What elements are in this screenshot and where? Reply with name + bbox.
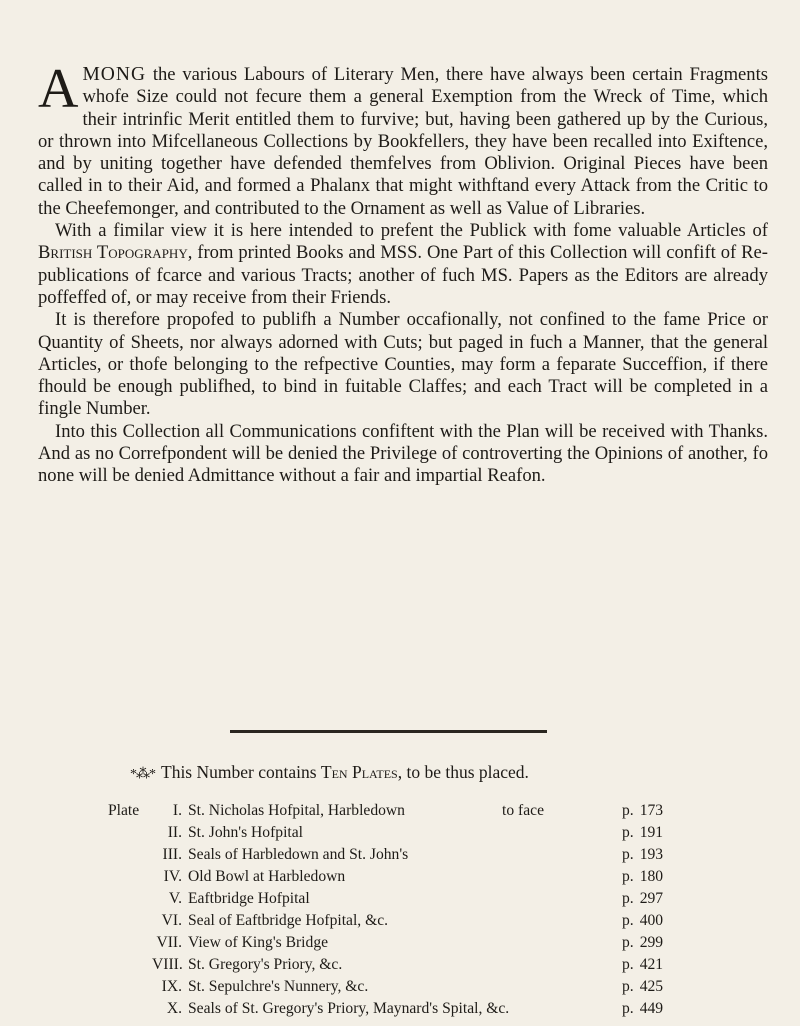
paragraph-1-text: the various Labours of Literary Men, there have always been certain Fragments whofe Size could not fecure them a general Exemption from the Wreck of Time, which their intrinfic Merit entitled them to furvive; but, having been gathered up by the Curious, or thrown into Mifcellaneous Collections by Bookfellers, they have been recalled into Exiftence, and by uniting together have defended themfelves from Oblivion. Original Pieces have been called in to their Aid, and formed a Phalanx that might withftand every Attack from the Critic to the Cheefemonger, and contributed to the Ornament as well as Value of Libraries. bbox=[38, 64, 768, 219]
plate-title: St. John's Hofpital bbox=[188, 824, 304, 841]
page-abbrev: p. bbox=[622, 890, 634, 907]
plate-count: Ten Plates bbox=[320, 762, 398, 782]
plate-row bbox=[108, 844, 748, 866]
plate-row bbox=[108, 976, 748, 998]
plate-page: 173 bbox=[639, 802, 664, 819]
plate-page: 425 bbox=[639, 978, 664, 995]
page-abbrev: p. bbox=[622, 978, 634, 995]
plate-page-ref bbox=[622, 800, 663, 822]
plate-page: 193 bbox=[639, 846, 664, 863]
plate-row bbox=[108, 932, 748, 954]
plate-page-ref bbox=[622, 822, 663, 844]
plate-title: Seals of Harbledown and St. John's bbox=[188, 846, 409, 863]
plate-page-ref bbox=[622, 866, 663, 888]
first-word-rest: MONG bbox=[82, 64, 147, 85]
plate-page: 400 bbox=[639, 912, 664, 929]
plate-page: 299 bbox=[639, 934, 664, 951]
plate-title: St. Gregory's Priory, &c. bbox=[188, 956, 343, 973]
page-abbrev: p. bbox=[622, 868, 634, 885]
plate-number: III. bbox=[162, 846, 182, 863]
plate-row bbox=[108, 998, 748, 1020]
to-face-label: to face bbox=[502, 802, 544, 819]
plate-word: Plate bbox=[108, 802, 140, 819]
paragraph-2-after: , from printed Books and MSS. One Part of this Collection will confift of Re-publications of fcarce and various Tracts; another of fuch MS. Papers as the Editors are already poffeffed of, or may receive from their Friends. bbox=[38, 242, 768, 308]
plate-number: II. bbox=[167, 824, 182, 841]
plate-number: V. bbox=[168, 890, 182, 907]
prospectus-text bbox=[38, 58, 768, 488]
plate-number: VII. bbox=[156, 934, 182, 951]
page-abbrev: p. bbox=[622, 1000, 634, 1017]
plate-page: 421 bbox=[639, 956, 664, 973]
plate-title: St. Sepulchre's Nunnery, &c. bbox=[188, 978, 369, 995]
plate-title: Seals of St. Gregory's Priory, Maynard's Spital, &c. bbox=[188, 1000, 510, 1017]
paragraph-2 bbox=[38, 220, 768, 309]
plate-page-ref bbox=[622, 844, 663, 866]
plate-number: VIII. bbox=[152, 956, 183, 973]
paragraph-2-before: With a fimilar view it is here intended to prefent the Publick with fome valuable Articles of bbox=[55, 220, 768, 242]
plate-title: Eaftbridge Hofpital bbox=[188, 890, 310, 907]
plate-page-ref bbox=[622, 976, 663, 998]
plate-number: I. bbox=[172, 802, 182, 819]
plate-row bbox=[108, 954, 748, 976]
british-topography: British Topography bbox=[38, 242, 188, 264]
asterism: *⁂* bbox=[130, 767, 155, 782]
page-abbrev: p. bbox=[622, 956, 634, 973]
notice-before: This Number contains bbox=[161, 762, 321, 782]
plate-row bbox=[108, 910, 748, 932]
divider-rule bbox=[230, 730, 547, 733]
paragraph-1 bbox=[38, 58, 768, 220]
plate-page-ref bbox=[622, 910, 663, 932]
plates-list bbox=[108, 800, 748, 1020]
plate-page-ref bbox=[622, 932, 663, 954]
page-abbrev: p. bbox=[622, 912, 634, 929]
page-abbrev: p. bbox=[622, 934, 634, 951]
plate-title: Old Bowl at Harbledown bbox=[188, 868, 346, 885]
drop-cap: A bbox=[38, 58, 79, 120]
page-abbrev: p. bbox=[622, 802, 634, 819]
plate-row bbox=[108, 822, 748, 844]
plate-number: IV. bbox=[163, 868, 182, 885]
plate-page-ref bbox=[622, 998, 663, 1020]
plate-row bbox=[108, 888, 748, 910]
page-abbrev: p. bbox=[622, 846, 634, 863]
plate-title: St. Nicholas Hofpital, Harbledown bbox=[188, 802, 405, 819]
plate-page: 297 bbox=[639, 890, 664, 907]
paragraph-4: Into this Collection all Communications confiftent with the Plan will be received with Thanks. And as no Correfpondent will be denied the Privilege of controverting the Opinions of another, fo none will be denied Admittance without a fair and impartial Reafon. bbox=[38, 420, 768, 487]
plate-title: Seal of Eaftbridge Hofpital, &c. bbox=[188, 912, 389, 929]
plate-row bbox=[108, 800, 748, 822]
notice-after: , to be thus placed. bbox=[397, 762, 529, 782]
plate-page: 449 bbox=[639, 1000, 664, 1017]
plate-page-ref bbox=[622, 954, 663, 976]
plates-notice bbox=[130, 761, 730, 786]
plate-page-ref bbox=[622, 888, 663, 910]
plate-number: IX. bbox=[161, 978, 182, 995]
plate-number: VI. bbox=[161, 912, 182, 929]
plate-page: 180 bbox=[639, 868, 664, 885]
paragraph-3: It is therefore propofed to publifh a Number occafionally, not confined to the fame Price or Quantity of Sheets, nor always adorned with Cuts; but paged in fuch a Manner, that the general Articles, or thofe belonging to the refpective Counties, may form a feparate Succeffion, if there fhould be enough publifhed, to bind in fuitable Claffes; and each Tract will be completed in a fingle Number. bbox=[38, 309, 768, 420]
plate-number: X. bbox=[166, 1000, 182, 1017]
plate-page: 191 bbox=[639, 824, 664, 841]
plate-row bbox=[108, 866, 748, 888]
page-abbrev: p. bbox=[622, 824, 634, 841]
plate-title: View of King's Bridge bbox=[188, 934, 329, 951]
